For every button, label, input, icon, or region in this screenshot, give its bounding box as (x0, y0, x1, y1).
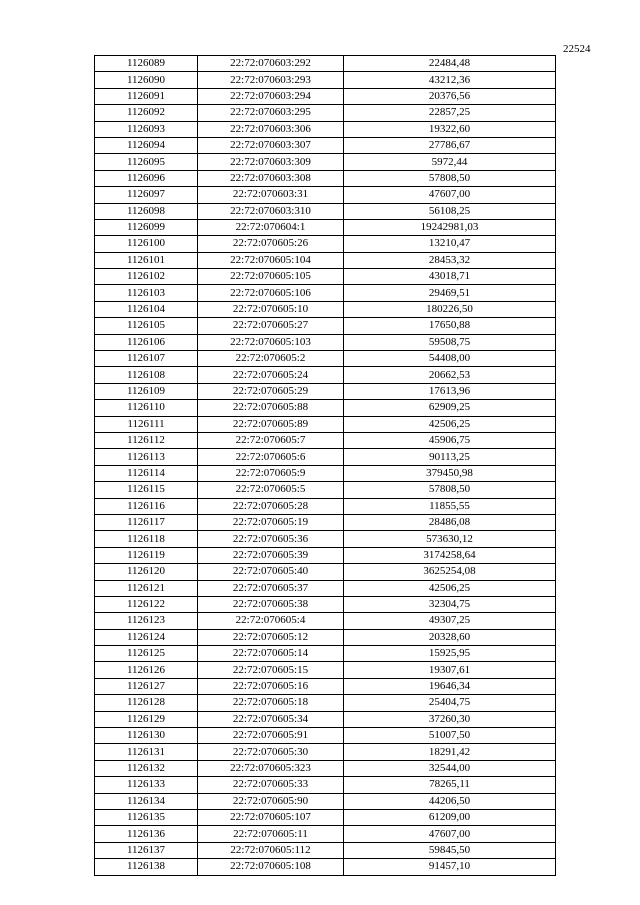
cadastral-value-cell: 20662,53 (344, 367, 556, 383)
cadastral-value-cell: 573630,12 (344, 531, 556, 547)
row-number-cell: 1126134 (95, 793, 198, 809)
cadastral-number-cell: 22:72:070605:27 (198, 318, 344, 334)
cadastral-value-cell: 29469,51 (344, 285, 556, 301)
cadastral-value-cell: 57808,50 (344, 170, 556, 186)
row-number-cell: 1126115 (95, 482, 198, 498)
table-row (95, 859, 556, 875)
cadastral-number-cell: 22:72:070605:4 (198, 613, 344, 629)
row-number-cell: 1126103 (95, 285, 198, 301)
table-row (95, 449, 556, 465)
row-number-cell: 1126135 (95, 809, 198, 825)
cadastral-number-cell: 22:72:070605:10 (198, 301, 344, 317)
cadastral-number-cell: 22:72:070605:323 (198, 760, 344, 776)
table-row (95, 564, 556, 580)
row-number-cell: 1126138 (95, 859, 198, 875)
table-row (95, 88, 556, 104)
cadastral-number-cell: 22:72:070603:310 (198, 203, 344, 219)
cadastral-number-cell: 22:72:070605:6 (198, 449, 344, 465)
row-number-cell: 1126132 (95, 760, 198, 776)
cadastral-value-cell: 20376,56 (344, 88, 556, 104)
table-row (95, 301, 556, 317)
table-row (95, 121, 556, 137)
cadastral-value-cell: 22857,25 (344, 105, 556, 121)
cadastral-number-cell: 22:72:070605:5 (198, 482, 344, 498)
table-row (95, 777, 556, 793)
cadastral-value-cell: 22484,48 (344, 56, 556, 72)
cadastral-value-cell: 47607,00 (344, 826, 556, 842)
table-row (95, 662, 556, 678)
cadastral-number-cell: 22:72:070603:294 (198, 88, 344, 104)
cadastral-number-cell: 22:72:070605:105 (198, 269, 344, 285)
cadastral-number-cell: 22:72:070603:309 (198, 154, 344, 170)
cadastral-value-cell: 3174258,64 (344, 547, 556, 563)
table-row (95, 842, 556, 858)
row-number-cell: 1126133 (95, 777, 198, 793)
table-row (95, 728, 556, 744)
cadastral-value-cell: 13210,47 (344, 236, 556, 252)
cadastral-value-cell: 19646,34 (344, 678, 556, 694)
cadastral-value-cell: 43018,71 (344, 269, 556, 285)
cadastral-number-cell: 22:72:070605:14 (198, 646, 344, 662)
row-number-cell: 1126117 (95, 514, 198, 530)
row-number-cell: 1126092 (95, 105, 198, 121)
table-row (95, 613, 556, 629)
cadastral-number-cell: 22:72:070605:11 (198, 826, 344, 842)
cadastral-value-cell: 44206,50 (344, 793, 556, 809)
cadastral-value-cell: 32544,00 (344, 760, 556, 776)
table-row (95, 482, 556, 498)
table-row (95, 711, 556, 727)
table-row (95, 367, 556, 383)
cadastral-number-cell: 22:72:070603:306 (198, 121, 344, 137)
row-number-cell: 1126113 (95, 449, 198, 465)
row-number-cell: 1126131 (95, 744, 198, 760)
table-row (95, 744, 556, 760)
row-number-cell: 1126112 (95, 432, 198, 448)
cadastral-value-cell: 11855,55 (344, 498, 556, 514)
cadastral-number-cell: 22:72:070605:108 (198, 859, 344, 875)
cadastral-value-cell: 28453,32 (344, 252, 556, 268)
table-row (95, 416, 556, 432)
row-number-cell: 1126094 (95, 137, 198, 153)
cadastral-value-cell: 27786,67 (344, 137, 556, 153)
cadastral-number-cell: 22:72:070605:106 (198, 285, 344, 301)
table-row (95, 629, 556, 645)
table-row (95, 154, 556, 170)
cadastral-value-cell: 47607,00 (344, 187, 556, 203)
cadastral-number-cell: 22:72:070605:28 (198, 498, 344, 514)
row-number-cell: 1126089 (95, 56, 198, 72)
cadastral-value-cell: 49307,25 (344, 613, 556, 629)
table-row (95, 219, 556, 235)
row-number-cell: 1126123 (95, 613, 198, 629)
cadastral-value-cell: 19307,61 (344, 662, 556, 678)
cadastral-value-cell: 42506,25 (344, 416, 556, 432)
row-number-cell: 1126120 (95, 564, 198, 580)
table-row (95, 695, 556, 711)
table-row (95, 383, 556, 399)
row-number-cell: 1126122 (95, 596, 198, 612)
table-row (95, 432, 556, 448)
row-number-cell: 1126114 (95, 465, 198, 481)
cadastral-number-cell: 22:72:070605:26 (198, 236, 344, 252)
cadastral-number-cell: 22:72:070605:19 (198, 514, 344, 530)
page-number: 22524 (563, 43, 591, 55)
table-body (95, 56, 556, 876)
row-number-cell: 1126111 (95, 416, 198, 432)
row-number-cell: 1126097 (95, 187, 198, 203)
row-number-cell: 1126108 (95, 367, 198, 383)
cadastral-number-cell: 22:72:070605:37 (198, 580, 344, 596)
table-row (95, 826, 556, 842)
row-number-cell: 1126110 (95, 400, 198, 416)
row-number-cell: 1126096 (95, 170, 198, 186)
cadastral-number-cell: 22:72:070605:30 (198, 744, 344, 760)
cadastral-value-cell: 17650,88 (344, 318, 556, 334)
cadastral-value-cell: 20328,60 (344, 629, 556, 645)
cadastral-value-cell: 59508,75 (344, 334, 556, 350)
row-number-cell: 1126098 (95, 203, 198, 219)
cadastral-number-cell: 22:72:070605:7 (198, 432, 344, 448)
cadastral-value-cell: 180226,50 (344, 301, 556, 317)
cadastral-number-cell: 22:72:070605:18 (198, 695, 344, 711)
cadastral-value-cell: 379450,98 (344, 465, 556, 481)
cadastral-value-cell: 59845,50 (344, 842, 556, 858)
row-number-cell: 1126136 (95, 826, 198, 842)
table-row (95, 203, 556, 219)
row-number-cell: 1126127 (95, 678, 198, 694)
row-number-cell: 1126093 (95, 121, 198, 137)
table-row (95, 465, 556, 481)
table-row (95, 760, 556, 776)
cadastral-number-cell: 22:72:070605:38 (198, 596, 344, 612)
table-row (95, 170, 556, 186)
cadastral-number-cell: 22:72:070605:9 (198, 465, 344, 481)
table-row (95, 514, 556, 530)
cadastral-number-cell: 22:72:070605:40 (198, 564, 344, 580)
cadastral-value-cell: 19322,60 (344, 121, 556, 137)
row-number-cell: 1126126 (95, 662, 198, 678)
table-row (95, 318, 556, 334)
table-row (95, 596, 556, 612)
table-row (95, 809, 556, 825)
cadastral-number-cell: 22:72:070605:89 (198, 416, 344, 432)
row-number-cell: 1126124 (95, 629, 198, 645)
cadastral-number-cell: 22:72:070605:24 (198, 367, 344, 383)
cadastral-number-cell: 22:72:070603:31 (198, 187, 344, 203)
cadastral-number-cell: 22:72:070605:15 (198, 662, 344, 678)
table-row (95, 531, 556, 547)
row-number-cell: 1126105 (95, 318, 198, 334)
table-row (95, 252, 556, 268)
cadastral-number-cell: 22:72:070605:39 (198, 547, 344, 563)
cadastral-value-cell: 19242981,03 (344, 219, 556, 235)
row-number-cell: 1126137 (95, 842, 198, 858)
row-number-cell: 1126099 (95, 219, 198, 235)
row-number-cell: 1126121 (95, 580, 198, 596)
table-row (95, 400, 556, 416)
row-number-cell: 1126125 (95, 646, 198, 662)
row-number-cell: 1126104 (95, 301, 198, 317)
row-number-cell: 1126095 (95, 154, 198, 170)
cadastral-value-cell: 5972,44 (344, 154, 556, 170)
cadastral-number-cell: 22:72:070605:103 (198, 334, 344, 350)
cadastral-number-cell: 22:72:070605:29 (198, 383, 344, 399)
cadastral-value-cell: 37260,30 (344, 711, 556, 727)
table-row (95, 187, 556, 203)
cadastral-value-cell: 57808,50 (344, 482, 556, 498)
row-number-cell: 1126109 (95, 383, 198, 399)
cadastral-value-cell: 90113,25 (344, 449, 556, 465)
cadastral-value-cell: 78265,11 (344, 777, 556, 793)
table-row (95, 137, 556, 153)
cadastral-number-cell: 22:72:070603:292 (198, 56, 344, 72)
cadastral-value-cell: 15925,95 (344, 646, 556, 662)
table-row (95, 646, 556, 662)
table-row (95, 105, 556, 121)
table-row (95, 236, 556, 252)
cadastral-number-cell: 22:72:070605:88 (198, 400, 344, 416)
table-row (95, 269, 556, 285)
cadastral-value-cell: 43212,36 (344, 72, 556, 88)
cadastral-number-cell: 22:72:070605:104 (198, 252, 344, 268)
cadastral-value-cell: 32304,75 (344, 596, 556, 612)
cadastral-value-cell: 18291,42 (344, 744, 556, 760)
cadastral-value-cell: 28486,08 (344, 514, 556, 530)
cadastral-number-cell: 22:72:070605:91 (198, 728, 344, 744)
table-row (95, 72, 556, 88)
cadastral-number-cell: 22:72:070603:295 (198, 105, 344, 121)
cadastral-value-cell: 17613,96 (344, 383, 556, 399)
cadastral-value-cell: 61209,00 (344, 809, 556, 825)
cadastral-number-cell: 22:72:070605:33 (198, 777, 344, 793)
cadastral-number-cell: 22:72:070605:36 (198, 531, 344, 547)
cadastral-value-cell: 51007,50 (344, 728, 556, 744)
cadastral-value-cell: 56108,25 (344, 203, 556, 219)
cadastral-value-cell: 45906,75 (344, 432, 556, 448)
cadastral-number-cell: 22:72:070605:90 (198, 793, 344, 809)
cadastral-number-cell: 22:72:070605:112 (198, 842, 344, 858)
row-number-cell: 1126090 (95, 72, 198, 88)
cadastral-value-table (94, 55, 556, 876)
row-number-cell: 1126130 (95, 728, 198, 744)
row-number-cell: 1126091 (95, 88, 198, 104)
table-row (95, 285, 556, 301)
cadastral-number-cell: 22:72:070605:16 (198, 678, 344, 694)
row-number-cell: 1126106 (95, 334, 198, 350)
cadastral-value-cell: 3625254,08 (344, 564, 556, 580)
row-number-cell: 1126118 (95, 531, 198, 547)
cadastral-number-cell: 22:72:070604:1 (198, 219, 344, 235)
row-number-cell: 1126128 (95, 695, 198, 711)
cadastral-number-cell: 22:72:070605:107 (198, 809, 344, 825)
row-number-cell: 1126129 (95, 711, 198, 727)
row-number-cell: 1126107 (95, 351, 198, 367)
row-number-cell: 1126100 (95, 236, 198, 252)
row-number-cell: 1126101 (95, 252, 198, 268)
cadastral-value-cell: 62909,25 (344, 400, 556, 416)
table-row (95, 793, 556, 809)
cadastral-value-cell: 91457,10 (344, 859, 556, 875)
table-row (95, 498, 556, 514)
cadastral-value-cell: 54408,00 (344, 351, 556, 367)
table-row (95, 678, 556, 694)
table-row (95, 580, 556, 596)
cadastral-number-cell: 22:72:070605:2 (198, 351, 344, 367)
table-row (95, 334, 556, 350)
table-row (95, 56, 556, 72)
table-row (95, 547, 556, 563)
row-number-cell: 1126116 (95, 498, 198, 514)
cadastral-value-cell: 42506,25 (344, 580, 556, 596)
row-number-cell: 1126119 (95, 547, 198, 563)
cadastral-number-cell: 22:72:070603:308 (198, 170, 344, 186)
table-row (95, 351, 556, 367)
cadastral-number-cell: 22:72:070603:307 (198, 137, 344, 153)
cadastral-value-cell: 25404,75 (344, 695, 556, 711)
row-number-cell: 1126102 (95, 269, 198, 285)
cadastral-number-cell: 22:72:070605:34 (198, 711, 344, 727)
cadastral-number-cell: 22:72:070603:293 (198, 72, 344, 88)
cadastral-number-cell: 22:72:070605:12 (198, 629, 344, 645)
